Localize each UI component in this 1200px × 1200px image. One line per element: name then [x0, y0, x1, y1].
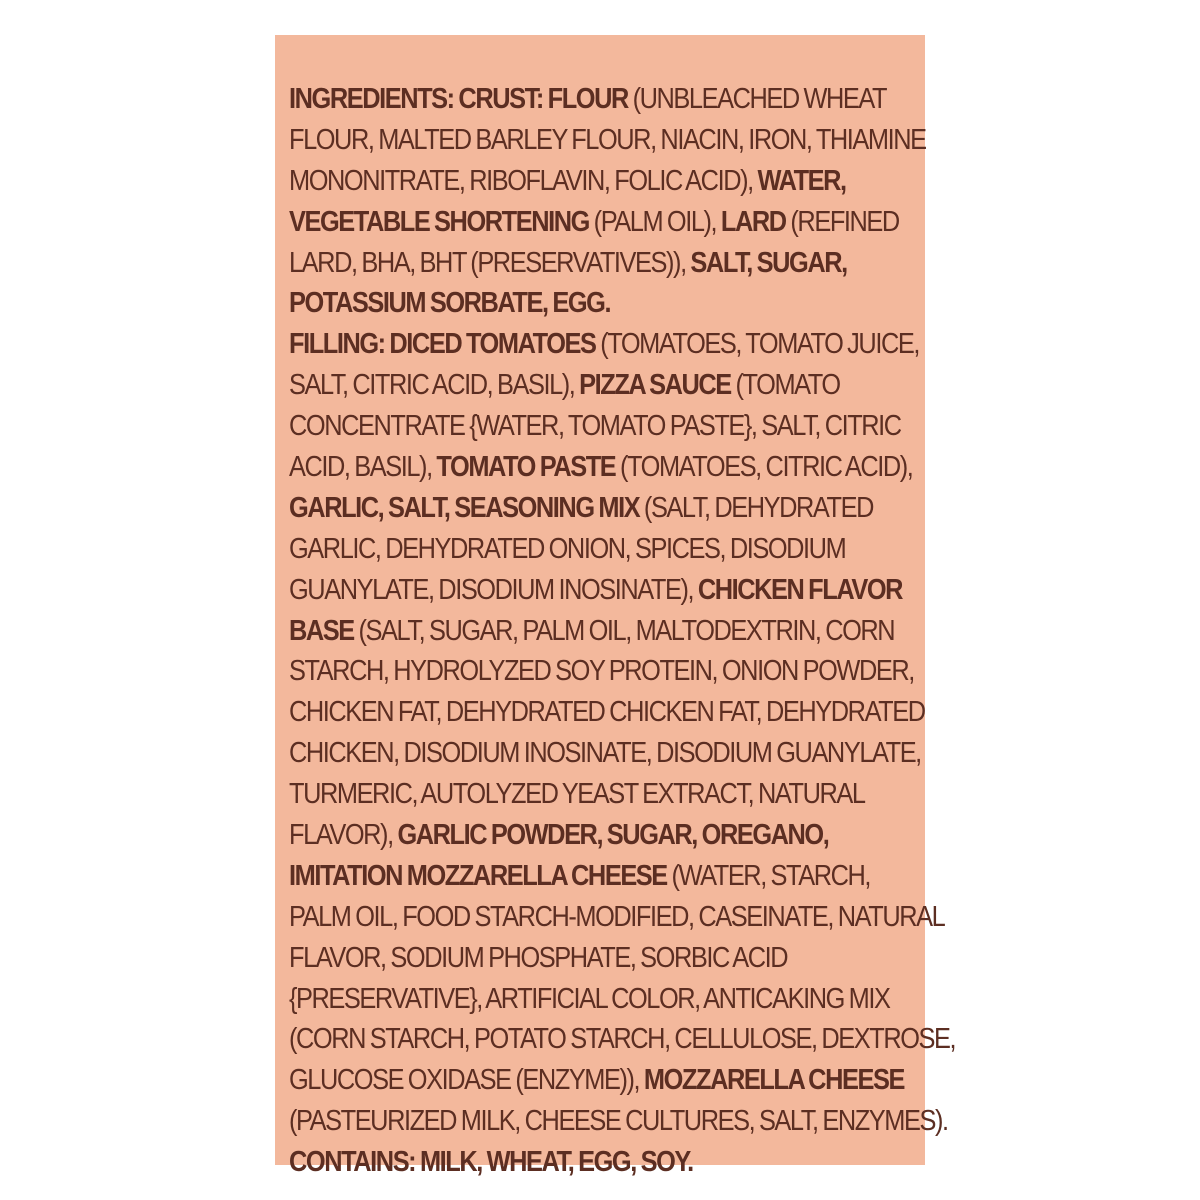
- ingredient-line: [289, 651, 921, 692]
- ingredient-line: [289, 529, 921, 570]
- ingredient-text: SALT, CITRIC ACID, BASIL),: [289, 369, 580, 402]
- bold-ingredient-text: WATER,: [757, 164, 846, 197]
- bold-ingredient-text: VEGETABLE SHORTENING: [289, 205, 594, 238]
- bold-ingredient-text: INGREDIENTS: CRUST: FLOUR: [289, 83, 633, 115]
- ingredient-text: ACID, BASIL),: [289, 451, 437, 484]
- ingredient-text: GLUCOSE OXIDASE (ENZYME)),: [289, 1064, 644, 1097]
- ingredient-line: [289, 161, 921, 202]
- bold-ingredient-text: CONTAINS: MILK, WHEAT, EGG, SOY.: [289, 1146, 693, 1179]
- ingredient-line: [289, 283, 921, 324]
- bold-ingredient-text: PIZZA SAUCE: [579, 369, 736, 402]
- ingredient-line: [289, 570, 921, 611]
- bold-ingredient-text: CHICKEN FLAVOR: [697, 573, 903, 606]
- bold-ingredient-text: FILLING: DICED TOMATOES: [289, 328, 601, 361]
- ingredient-line: [289, 365, 921, 406]
- ingredient-line: [289, 1019, 956, 1060]
- ingredient-text: (PALM OIL),: [593, 205, 721, 238]
- ingredient-line: [289, 692, 925, 733]
- ingredient-line: [289, 1101, 948, 1142]
- ingredient-text: CHICKEN FAT, DEHYDRATED CHICKEN FAT, DEHYDRATED: [289, 696, 925, 729]
- ingredient-text: GARLIC, DEHYDRATED ONION, SPICES, DISODIUM: [289, 532, 846, 565]
- ingredient-text: (CORN STARCH, POTATO STARCH, CELLULOSE, DEXTROSE,: [289, 1023, 956, 1056]
- ingredient-text: CHICKEN, DISODIUM INOSINATE, DISODIUM GUANYLATE,: [289, 737, 921, 770]
- ingredients-text: [289, 79, 956, 1183]
- ingredient-line: [289, 243, 921, 284]
- ingredient-text: {PRESERVATIVE}, ARTIFICIAL COLOR, ANTICAKING MIX: [289, 982, 890, 1015]
- bold-ingredient-text: TOMATO PASTE: [436, 451, 621, 484]
- bold-ingredient-text: GARLIC POWDER, SUGAR, OREGANO,: [397, 819, 829, 852]
- ingredient-line: [289, 406, 921, 447]
- bold-ingredient-text: BASE: [289, 614, 359, 647]
- ingredient-text: (TOMATO: [735, 369, 840, 402]
- bold-ingredient-text: SALT, SUGAR,: [690, 246, 847, 279]
- ingredient-line: [289, 79, 921, 120]
- ingredient-text: (TOMATOES, CITRIC ACID),: [620, 451, 913, 484]
- ingredient-text: (TOMATOES, TOMATO JUICE,: [600, 328, 919, 361]
- ingredient-line: [289, 733, 921, 774]
- ingredient-text: FLAVOR),: [289, 819, 398, 852]
- ingredient-text: FLAVOR, SODIUM PHOSPHATE, SORBIC ACID: [289, 941, 788, 974]
- bold-ingredient-text: GARLIC, SALT, SEASONING MIX: [289, 491, 644, 524]
- ingredient-text: LARD, BHA, BHT (PRESERVATIVES)),: [289, 246, 691, 279]
- ingredient-text: (UNBLEACHED WHEAT: [632, 83, 887, 115]
- bold-ingredient-text: IMITATION MOZZARELLA CHEESE: [289, 859, 672, 892]
- ingredient-text: GUANYLATE, DISODIUM INOSINATE),: [289, 573, 698, 606]
- ingredient-text: (REFINED: [790, 205, 899, 238]
- ingredient-text: TURMERIC, AUTOLYZED YEAST EXTRACT, NATURAL: [289, 778, 865, 811]
- ingredient-text: STARCH, HYDROLYZED SOY PROTEIN, ONION POWDER,: [289, 655, 914, 688]
- ingredient-line: [289, 774, 921, 815]
- ingredient-line: [289, 1142, 921, 1183]
- ingredient-line: [289, 488, 921, 529]
- ingredients-label-panel: [275, 35, 956, 1179]
- ingredient-line: [289, 897, 945, 938]
- ingredient-line: [289, 120, 926, 161]
- ingredient-text: (SALT, DEHYDRATED: [643, 491, 873, 524]
- ingredient-text: (SALT, SUGAR, PALM OIL, MALTODEXTRIN, CORN: [358, 614, 895, 647]
- ingredient-line: [289, 979, 921, 1020]
- ingredient-text: CONCENTRATE {WATER, TOMATO PASTE}, SALT, CITRIC: [289, 410, 901, 443]
- bold-ingredient-text: LARD: [720, 205, 791, 238]
- bold-ingredient-text: MOZZARELLA CHEESE: [643, 1064, 904, 1097]
- ingredient-line: [289, 1060, 921, 1101]
- ingredient-text: MONONITRATE, RIBOFLAVIN, FOLIC ACID),: [289, 164, 758, 197]
- ingredient-line: [289, 611, 921, 652]
- ingredient-text: (PASTEURIZED MILK, CHEESE CULTURES, SALT, ENZYMES).: [289, 1105, 948, 1138]
- ingredient-line: [289, 447, 921, 488]
- ingredient-text: (WATER, STARCH,: [671, 859, 871, 892]
- ingredient-line: [289, 324, 921, 365]
- ingredient-line: [289, 815, 921, 856]
- ingredient-line: [289, 856, 921, 897]
- bold-ingredient-text: POTASSIUM SORBATE, EGG.: [289, 287, 611, 320]
- ingredient-text: FLOUR, MALTED BARLEY FLOUR, NIACIN, IRON, THIAMINE: [289, 123, 926, 156]
- ingredient-line: [289, 938, 921, 979]
- ingredient-text: PALM OIL, FOOD STARCH-MODIFIED, CASEINATE, NATURAL: [289, 900, 945, 933]
- ingredient-line: [289, 202, 921, 243]
